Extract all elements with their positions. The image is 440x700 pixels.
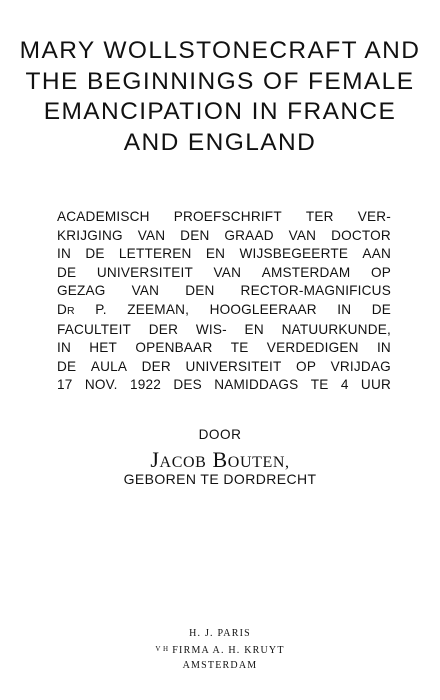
dissertation-line	[57, 376, 391, 395]
dissertation-word: DE	[85, 246, 105, 262]
publisher-firm-name: FIRMA A. H. KRUYT	[172, 644, 285, 656]
dissertation-word: DE	[371, 301, 391, 317]
dissertation-word: VRIJDAG	[330, 358, 391, 374]
dissertation-word: GRAAD	[224, 227, 274, 243]
author-first-rest: ACOB	[159, 454, 207, 471]
dissertation-word: NOV.	[84, 377, 118, 393]
by-line: DOOR	[198, 427, 242, 442]
dissertation-word: ZEEMAN,	[127, 301, 190, 317]
dissertation-word: VER-	[357, 209, 391, 224]
dissertation-word: 17	[57, 377, 73, 393]
dissertation-word: FACULTEIT	[57, 321, 132, 337]
dissertation-statement	[57, 208, 391, 395]
dissertation-word: VAN	[137, 227, 166, 243]
dissertation-word: DES	[173, 377, 202, 393]
dissertation-word: TE	[310, 377, 329, 393]
dissertation-word: VERDEDIGEN	[266, 340, 359, 356]
dissertation-word: AULA	[90, 358, 128, 374]
dissertation-line	[57, 339, 391, 358]
dissertation-line	[57, 264, 391, 283]
dissertation-word: LETTEREN	[118, 246, 192, 262]
publisher-city: AMSTERDAM	[182, 660, 258, 671]
dr-rest: R	[67, 304, 75, 317]
dissertation-word: DEN	[180, 227, 210, 243]
dissertation-word: NATUURKUNDE,	[281, 321, 391, 337]
dissertation-word: IN	[57, 246, 71, 262]
dissertation-word: HOOGLEERAAR	[209, 301, 317, 317]
author-last-rest: OUTEN,	[227, 454, 290, 471]
dissertation-word: VAN	[288, 227, 317, 243]
dissertation-word: HET	[89, 340, 118, 356]
dissertation-word: OPENBAAR	[135, 340, 213, 356]
publisher-firm	[0, 642, 440, 659]
dissertation-word: UUR	[360, 377, 391, 393]
dissertation-word: 1922	[129, 377, 162, 393]
dissertation-word: GEZAG	[57, 283, 106, 299]
dissertation-word: EN	[205, 246, 226, 262]
dissertation-word: UNIVERSITEIT	[185, 358, 282, 374]
dissertation-word: P.	[95, 301, 107, 317]
title-line: THE BEGINNINGS OF FEMALE	[25, 67, 415, 95]
dissertation-line	[57, 358, 391, 377]
dissertation-word: DEN	[185, 283, 215, 299]
dissertation-word: ACADEMISCH	[57, 209, 150, 224]
dissertation-word: PROEFSCHRIFT	[173, 209, 282, 224]
book-title	[0, 36, 440, 158]
dissertation-word: DER	[141, 358, 171, 374]
dissertation-word: DER	[148, 321, 179, 337]
dissertation-word: IN	[57, 340, 71, 356]
dissertation-word: AAN	[362, 246, 391, 262]
title-line: AND ENGLAND	[123, 128, 317, 156]
dissertation-word: IN	[376, 340, 391, 356]
dissertation-word	[57, 301, 75, 321]
dissertation-line	[57, 227, 391, 246]
dissertation-word: TER	[305, 209, 334, 224]
dissertation-line	[57, 245, 391, 264]
publisher-name: H. J. PARIS	[189, 628, 251, 639]
dissertation-word: VAN	[131, 283, 160, 299]
dr-initial: D	[57, 301, 68, 317]
dissertation-word: VAN	[213, 264, 242, 280]
publisher-vh: V H	[155, 644, 169, 653]
dissertation-word: OP	[296, 358, 317, 374]
dissertation-word: AMSTERDAM	[261, 264, 351, 280]
dissertation-line	[57, 282, 391, 301]
dissertation-word: OP	[370, 264, 391, 280]
dissertation-word: DE	[57, 358, 77, 374]
author-birthplace: GEBOREN TE DORDRECHT	[123, 471, 317, 487]
dissertation-line	[57, 301, 391, 321]
title-line: MARY WOLLSTONECRAFT AND	[19, 37, 421, 64]
dissertation-word: DE	[57, 264, 77, 280]
dissertation-word: IN	[337, 301, 352, 317]
dissertation-word: RECTOR-MAGNIFICUS	[240, 283, 391, 299]
author-first-initial: J	[150, 447, 160, 472]
dissertation-word: WIJSBEGEERTE	[239, 246, 349, 262]
dissertation-word: TE	[230, 340, 249, 356]
dissertation-line	[57, 208, 391, 227]
author-last-initial: B	[212, 447, 228, 472]
publisher-imprint	[0, 626, 440, 674]
dissertation-word: NAMIDDAGS	[214, 377, 299, 393]
dissertation-word: 4	[340, 377, 349, 393]
title-line: EMANCIPATION IN FRANCE	[43, 98, 397, 125]
dissertation-line	[57, 321, 391, 340]
dissertation-word: WIS-	[195, 321, 227, 337]
dissertation-word: KRIJGING	[57, 227, 123, 243]
dissertation-word: DOCTOR	[331, 227, 391, 243]
dissertation-word: EN	[244, 321, 264, 337]
dissertation-word: UNIVERSITEIT	[96, 264, 193, 280]
